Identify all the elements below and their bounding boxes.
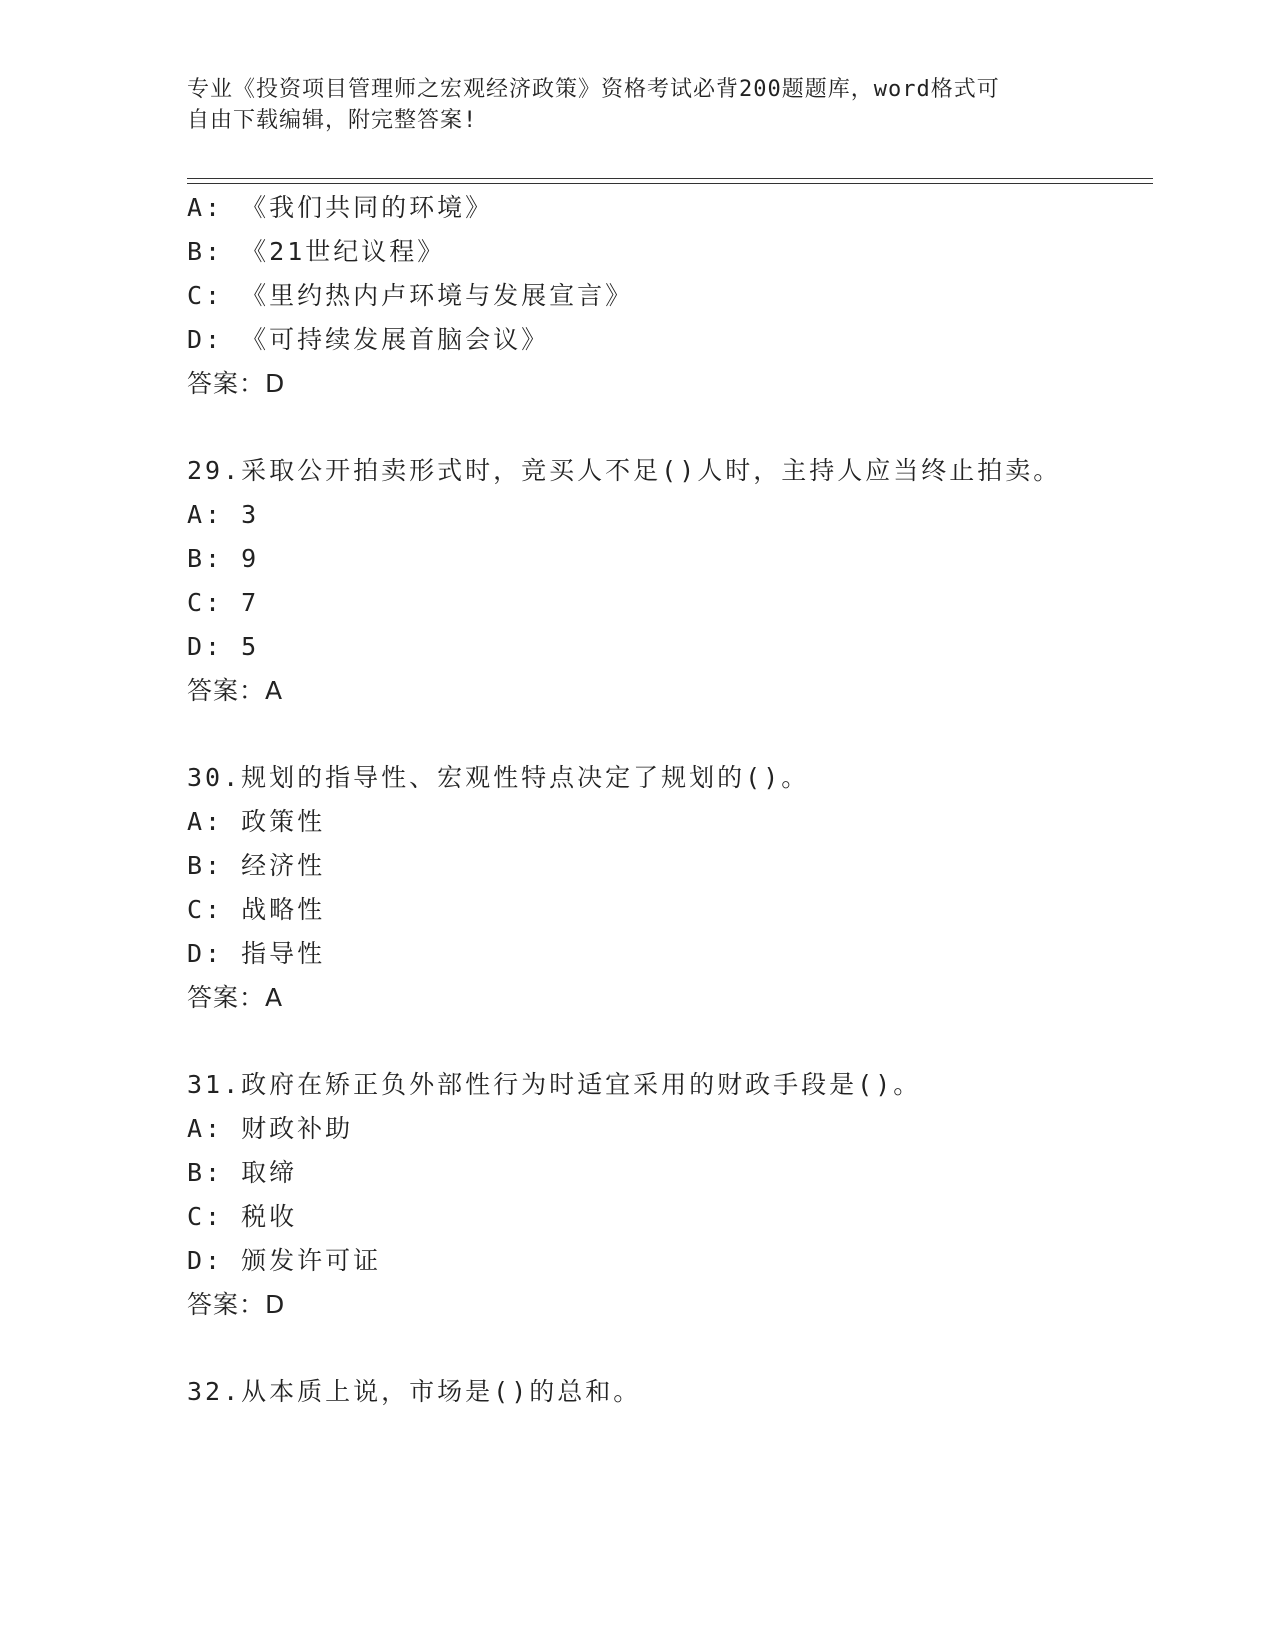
q29-answer: 答案：A: [187, 676, 284, 705]
q30-option-c: C: 战略性: [187, 895, 326, 924]
header-divider-top: [187, 178, 1153, 179]
document-header: [187, 74, 1067, 136]
header-line-1: 专业《投资项目管理师之宏观经济政策》资格考试必背200题题库，word格式可: [187, 77, 1000, 102]
q29-question: 29.采取公开拍卖形式时，竞买人不足()人时，主持人应当终止拍卖。: [187, 456, 1062, 485]
header-line-2: 自由下载编辑，附完整答案!: [187, 108, 478, 133]
q31-option-d: D: 颁发许可证: [187, 1246, 382, 1275]
q31-option-a: A: 财政补助: [187, 1114, 354, 1143]
q28-option-c: C: 《里约热内卢环境与发展宣言》: [187, 281, 634, 310]
q31-option-b: B: 取缔: [187, 1158, 298, 1187]
q30-option-a: A: 政策性: [187, 807, 326, 836]
q29-option-b: B: 9: [187, 544, 260, 573]
q30-question: 30.规划的指导性、宏观性特点决定了规划的()。: [187, 763, 810, 792]
q29-option-d: D: 5: [187, 632, 260, 661]
q28-option-b: B: 《21世纪议程》: [187, 237, 446, 266]
q30-answer: 答案：A: [187, 983, 284, 1012]
q32-question: 32.从本质上说，市场是()的总和。: [187, 1377, 642, 1406]
q31-question: 31.政府在矫正负外部性行为时适宜采用的财政手段是()。: [187, 1070, 922, 1099]
q29-option-c: C: 7: [187, 588, 260, 617]
q30-option-b: B: 经济性: [187, 851, 326, 880]
q28-option-a: A: 《我们共同的环境》: [187, 193, 494, 222]
q31-option-c: C: 税收: [187, 1202, 298, 1231]
q30-option-d: D: 指导性: [187, 939, 326, 968]
q31-answer: 答案：D: [187, 1290, 286, 1319]
q28-option-d: D: 《可持续发展首脑会议》: [187, 325, 550, 354]
q28-answer: 答案：D: [187, 369, 286, 398]
q29-option-a: A: 3: [187, 500, 260, 529]
header-divider-bottom: [187, 183, 1153, 184]
